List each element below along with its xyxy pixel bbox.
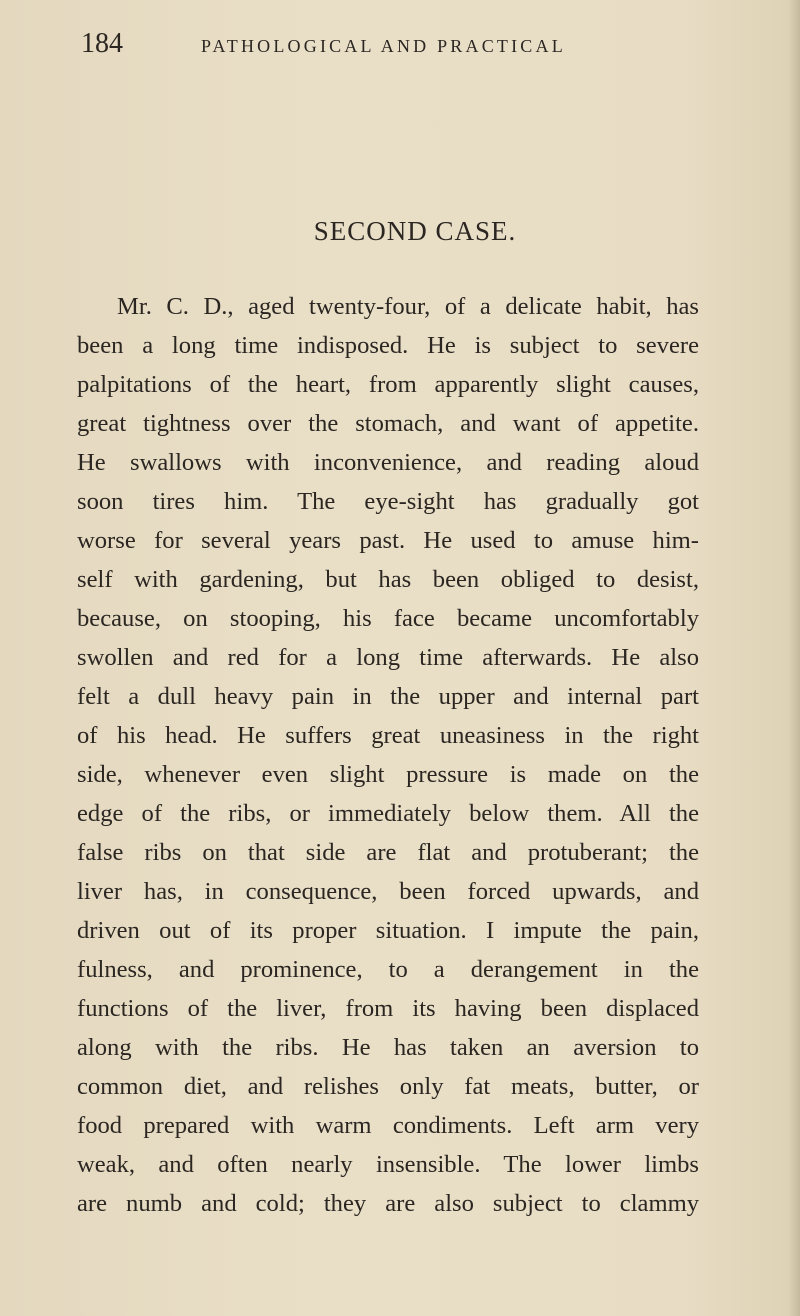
text-line: because, on stooping, his face became uncomfortably <box>77 605 699 632</box>
text-line: false ribs on that side are flat and protuberant; the <box>77 839 699 866</box>
text-line: great tightness over the stomach, and want of appetite. <box>77 410 699 437</box>
running-title: PATHOLOGICAL AND PRACTICAL <box>201 36 566 56</box>
page-number: 184 <box>81 28 123 59</box>
text-line: are numb and cold; they are also subject to clammy <box>77 1190 699 1217</box>
text-line: worse for several years past. He used to amuse him- <box>77 527 699 554</box>
text-line: common diet, and relishes only fat meats, butter, or <box>77 1073 699 1100</box>
text-line: along with the ribs. He has taken an aversion to <box>77 1034 699 1061</box>
text-line: driven out of its proper situation. I impute the pain, <box>77 917 699 944</box>
text-line: edge of the ribs, or immediately below them. All the <box>77 800 699 827</box>
text-line: been a long time indisposed. He is subject to severe <box>77 332 699 359</box>
text-line: of his head. He suffers great uneasiness in the right <box>77 722 699 749</box>
text-line: soon tires him. The eye-sight has gradually got <box>77 488 699 515</box>
text-line: Mr. C. D., aged twenty-four, of a delicate habit, has <box>117 293 699 320</box>
text-line: weak, and often nearly insensible. The lower limbs <box>77 1151 699 1178</box>
text-line: functions of the liver, from its having been displaced <box>77 995 699 1022</box>
text-line: He swallows with inconvenience, and reading aloud <box>77 449 699 476</box>
text-line: fulness, and prominence, to a derangement in the <box>77 956 699 983</box>
page-edge-shadow <box>788 0 800 1316</box>
text-line: food prepared with warm condiments. Left arm very <box>77 1112 699 1139</box>
text-line: felt a dull heavy pain in the upper and internal part <box>77 683 699 710</box>
text-line: swollen and red for a long time afterwards. He also <box>77 644 699 671</box>
text-line: palpitations of the heart, from apparently slight causes, <box>77 371 699 398</box>
body-paragraph <box>77 287 699 1223</box>
running-header <box>81 28 641 68</box>
section-title: SECOND CASE. <box>313 216 517 246</box>
text-line: liver has, in consequence, been forced upwards, and <box>77 878 699 905</box>
text-line: side, whenever even slight pressure is made on the <box>77 761 699 788</box>
text-line: self with gardening, but has been obliged to desist, <box>77 566 699 593</box>
